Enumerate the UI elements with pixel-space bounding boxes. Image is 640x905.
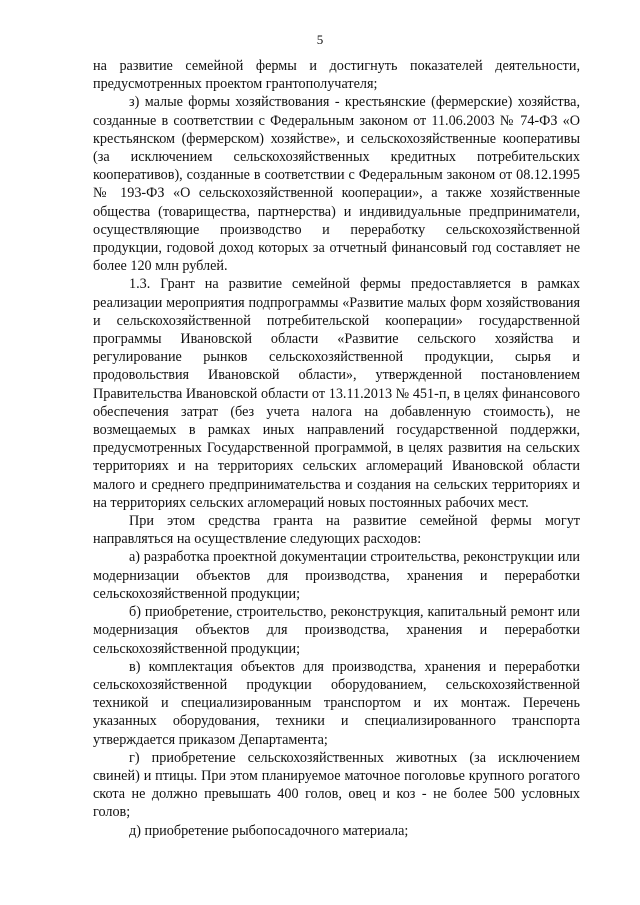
paragraph-item-g: г) приобретение сельскохозяйственных животных (за исключением свиней) и птицы. При этом планируемое маточное поголовье крупного рогатого скота не должно превышать 400 голов, овец и коз - не более 500 условных голов; [93, 749, 580, 821]
paragraph-item-b: б) приобретение, строительство, реконструкция, капитальный ремонт или модернизация объектов для производства, хранения и переработки сельскохозяйственной продукции; [93, 604, 580, 657]
paragraph-expenses-intro: При этом средства гранта на развитие семейной фермы могут направляться на осуществление следующих расходов: [93, 513, 580, 548]
paragraph-item-a: а) разработка проектной документации строительства, реконструкции или модернизации объектов для производства, хранения и переработки сельскохозяйственной продукции; [93, 549, 580, 602]
paragraph-section-1-3: 1.3. Грант на развитие семейной фермы предоставляется в рамках реализации мероприятия подпрограммы «Развитие малых форм хозяйствования и сельскохозяйственной потребительской кооперации» государственной программы Ивановской области «Развитие сельского хозяйства и регулирование рынков сельскохозяйственной продукции, сырья и продовольствия Ивановской области», утвержденной постановлением Правительства Ивановской области от 13.11.2013 № 451-п, в целях финансового обеспечения затрат (без учета налога на добавленную стоимость), не возмещаемых в рамках иных направлений государственной поддержки, предусмотренных Государственной программой, в целях развития на сельских территориях и на территориях сельских агломераций Ивановской области малого и среднего предпринимательства и создания на сельских территориях и на территориях сельских агломераций новых постоянных рабочих мест. [93, 276, 580, 511]
paragraph-item-d: д) приобретение рыбопосадочного материала; [129, 822, 409, 839]
page-number: 5 [316, 32, 324, 47]
paragraph-item-z: з) малые формы хозяйствования - крестьянские (фермерские) хозяйства, созданные в соответствии с Федеральным законом от 11.06.2003 № 74-ФЗ «О крестьянском (фермерском) хозяйстве», и сельскохозяйственные кооперативы (за исключением сельскохозяйственных кредитных потребительских кооперативов), созданные в соответствии с Федеральным законом от 08.12.1995 № 193-ФЗ «О сельскохозяйственной кооперации», а также хозяйственные общества (товарищества, партнерства) и индивидуальные предприниматели, осуществляющие производство и переработку сельскохозяйственной продукции, годовой доход которых за отчетный финансовый год составляет не более 120 млн рублей. [93, 94, 580, 275]
document-body [93, 57, 580, 840]
paragraph-item-v: в) комплектация объектов для производства, хранения и переработки сельскохозяйственной продукции оборудованием, сельскохозяйственной техникой и специализированным транспортом и их монтаж. Перечень указанных оборудования, техники и специализированного транспорта утверждается приказом Департамента; [93, 658, 580, 748]
paragraph-continuation: на развитие семейной фермы и достигнуть показателей деятельности, предусмотренных проектом грантополучателя; [93, 58, 580, 93]
